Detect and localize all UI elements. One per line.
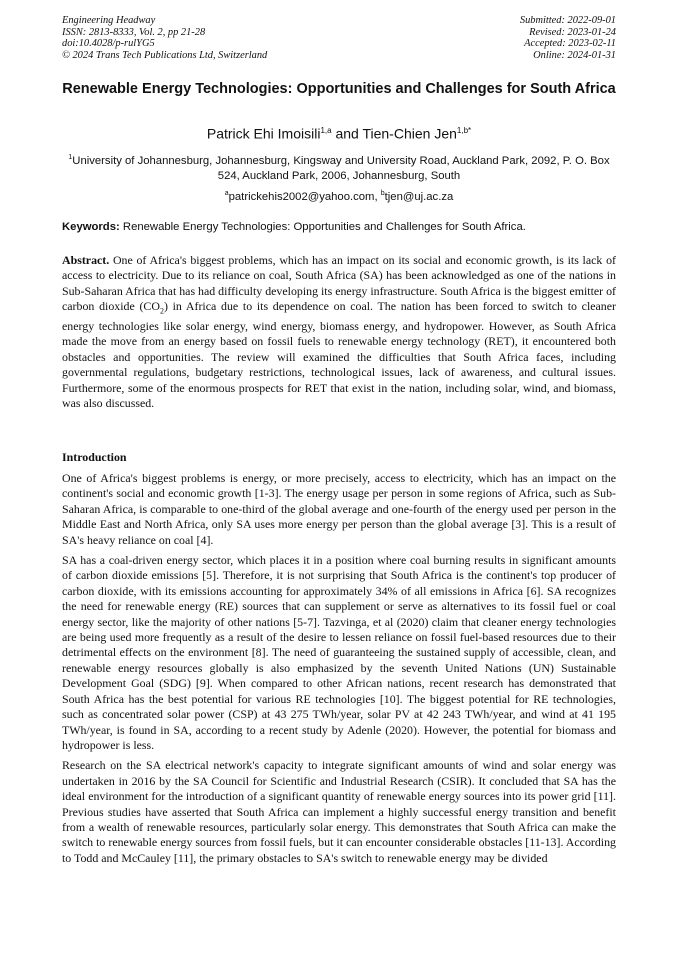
revised-date: Revised: 2023-01-24 (529, 26, 616, 38)
affiliation (62, 150, 616, 184)
author-list (62, 122, 616, 143)
publication-dates (520, 15, 616, 61)
author-1: Patrick Ehi Imoisili (206, 125, 321, 142)
abstract-label: Abstract. (62, 253, 110, 267)
paragraph: SA has a coal-driven energy sector, which places it in a position where coal burning results in significant amounts of carbon dioxide emissions [5]. Therefore, it is not surprising that South Africa is the continent's top producer of carbon dioxide, with its emissions accounting for approximately 34% of all emissions in Africa [6]. SA recognizes the need for renewable energy (RE) sources that can supplement or serve as alternatives to its fossil fuel or coal energy sector, like the majority of other nations [5-7]. Tazvinga, et al (2020) claim that cleaner energy technologies are being used more frequently as a result of the desire to lessen reliance on fossil fuel-based resources due to their detrimental effects on the environment [8]. The need of guaranteeing the sustained supply of accessible, clean, and renewable energy resources globally is also emphasized by the seventh United Nations (UN) Sustainable Development Goal (SDG) [9]. When compared to other African nations, recent research has demonstrated that South Africa has the best potential for various RE technologies [10]. The biggest potential for RE technologies, such as concentrated solar power (CSP) at 43 275 TWh/year, solar PV at 42 243 TWh/year, and wind at 41 195 TWh/year, is found in SA, according to a recent study by Adenle (2020). However, the potential for biomass and hydropower is less. (62, 553, 616, 752)
issn-line: ISSN: 2813-8333, Vol. 2, pp 21-28 (62, 26, 206, 38)
paragraph: One of Africa's biggest problems is energy, or more precisely, access to electricity, which has an impact on the continent's social and economic growth [1-3]. The energy usage per person in some regions of Africa, such as Sub-Saharan Africa, is comparable to one-third of the global average and one-fourth of the energy used per person in the Middle East and North Africa, only SA uses more energy per person than the global average [3]. This is a result of SA's heavy reliance on coal [4]. (62, 471, 616, 547)
affiliation-text: University of Johannesburg, Johannesburg, Kingsway and University Road, Auckland Park, 2092, P. O. Box 524, Auckland Park, 2006, Johannesburg, South (72, 154, 610, 182)
author-2-affil: 1,b* (456, 126, 472, 135)
section-heading: Introduction (62, 450, 127, 464)
abstract (62, 253, 616, 411)
introduction-section (62, 450, 616, 871)
author-2: Tien-Chien Jen (362, 125, 457, 142)
author-1-affil: 1,a (320, 126, 332, 135)
abstract-text-2: ) in Africa due to its dependence on coal. The nation has been forced to switch to cleaner energy technologies like solar energy, wind energy, biomass energy, and hydropower. However, as South Africa made the move from an energy based on fossil fuels to renewable energy technology (RET), it encountered both obstacles and opportunities. The review will examined the difficulties that South Africa faces, including governmental regulations, budgetary restrictions, technological issues, lack of awareness, and cultural issues. Furthermore, some of the enormous prospects for RET that exist in the nation, including solar, wind, and biomass, was also discussed. (62, 299, 616, 411)
keywords (62, 220, 616, 235)
author-emails (62, 186, 616, 205)
paragraph: Research on the SA electrical network's capacity to integrate significant amounts of wind and solar energy was undertaken in 2016 by the SA Council for Scientific and Industrial Research (CSIR). It concluded that SA has the ideal environment for the introduction of a significant quantity of renewable energy sources into its power grid [11]. Previous studies have asserted that South Africa can implement a highly successful energy transition and benefit from a wealth of renewable resources, particularly solar energy. This demonstrates that South Africa can make the switch to renewable energy sources from fossil fuels, but it can encounter considerable obstacles [11-13]. According to Todd and McCauley [11], the primary obstacles to SA's switch to renewable energy may be divided (62, 758, 616, 865)
abstract-text-1: One of Africa's biggest problems, which has an impact on its social and economic growth, is its lack of access to electricity. Due to its reliance on coal, South Africa (SA) has been acknowledged as one of the nations in Sub-Saharan Africa that has had difficulty developing its energy infrastructure. South Africa is the biggest emitter of carbon dioxide (CO (62, 253, 616, 314)
email-b[interactable]: tjen@uj.ac.za (384, 190, 454, 203)
accepted-date: Accepted: 2023-02-11 (524, 38, 616, 50)
journal-name: Engineering Headway (62, 15, 156, 26)
journal-info (62, 15, 267, 61)
keywords-label: Keywords: (62, 221, 120, 233)
email-a-mark: a (224, 190, 229, 197)
keywords-text: Renewable Energy Technologies: Opportunities and Challenges for South Africa. (119, 221, 526, 233)
email-b-mark: b (380, 190, 385, 197)
doi-line: doi:10.4028/p-rulYG5 (62, 38, 155, 50)
author-conjunction: and (331, 125, 363, 142)
paper-title: Renewable Energy Technologies: Opportunities and Challenges for South Africa (62, 81, 616, 97)
email-a[interactable]: patrickehis2002@yahoo.com, (228, 190, 381, 203)
submitted-date: Submitted: 2022-09-01 (519, 15, 616, 26)
affiliation-mark: 1 (68, 154, 73, 161)
abstract-subscript: 2 (159, 306, 164, 316)
online-date: Online: 2024-01-31 (533, 49, 616, 61)
copyright-line: © 2024 Trans Tech Publications Ltd, Switzerland (62, 49, 268, 61)
